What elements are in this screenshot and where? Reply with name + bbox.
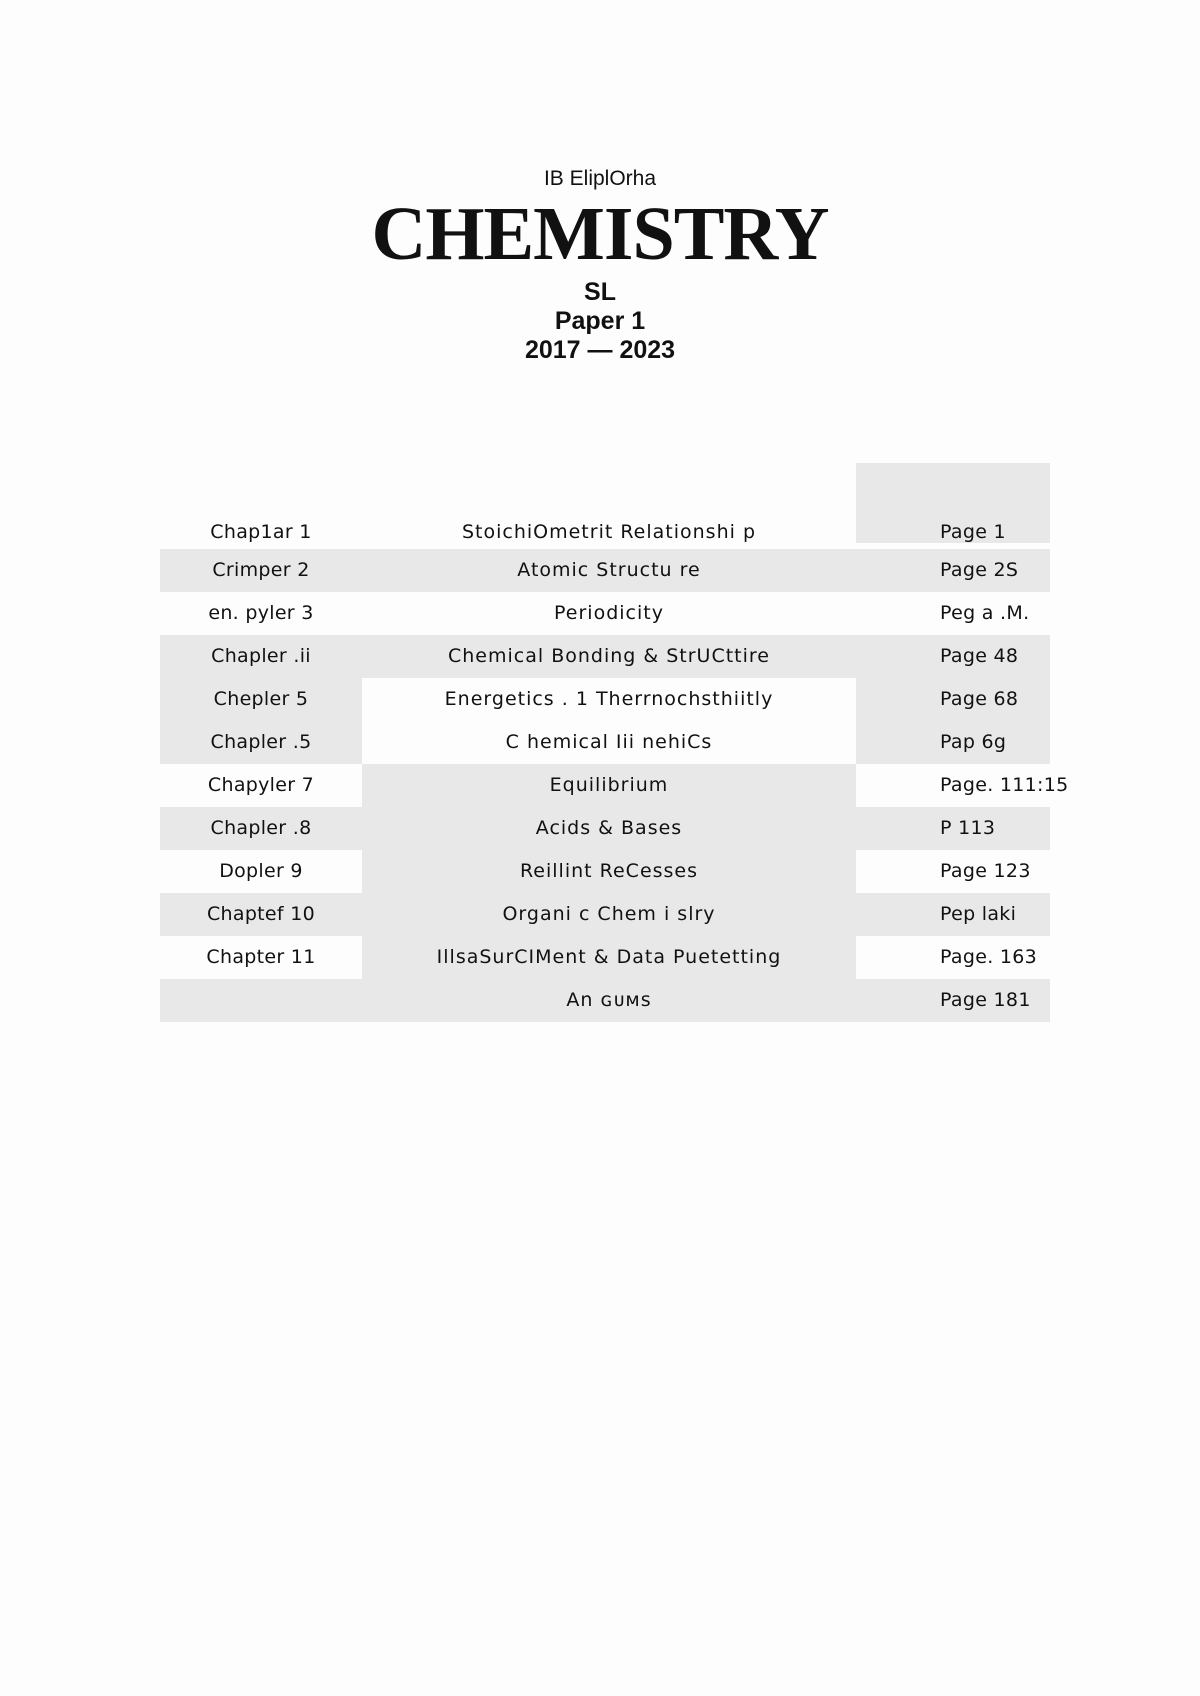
- toc-chapter-title: Acids & Bases: [362, 807, 856, 850]
- toc-chapter-label: Crimper 2: [160, 549, 362, 592]
- toc-row: [160, 764, 1069, 807]
- toc-row: [160, 549, 1050, 592]
- toc-row: [160, 850, 1050, 893]
- program-name: IB EliplOrha: [543, 167, 657, 190]
- toc-chapter-label: Chapter 11: [206, 946, 316, 968]
- level-label: SL: [584, 278, 616, 306]
- toc-chapter-label: Chapler .8: [160, 807, 362, 850]
- toc-page-number: Page 1: [940, 521, 1006, 543]
- subject-title: CHEMISTRY: [371, 192, 829, 276]
- toc-chapter-title: Periodicity: [554, 602, 664, 624]
- toc-chapter-title: StoichiOmetrit Relationshi p: [461, 521, 757, 543]
- toc-row: [160, 721, 1050, 764]
- paper-label: Paper 1: [554, 307, 646, 335]
- years-range: 2017 — 2023: [524, 336, 676, 364]
- toc-chapter-label: Chap1ar 1: [210, 521, 312, 543]
- toc-chapter-title: Organi c Chem i slry: [362, 893, 856, 936]
- toc-chapter-label: [160, 979, 362, 1022]
- toc-row: [160, 635, 1050, 678]
- toc-page-number: P 113: [856, 807, 1050, 850]
- toc-page-number: Page 2S: [856, 549, 1050, 592]
- toc-row: [160, 592, 1050, 635]
- toc-chapter-title: Atomic Structu re: [362, 549, 856, 592]
- toc-rows: [160, 515, 1069, 1022]
- toc-row: [160, 515, 1050, 549]
- toc-chapter-label: Dopler 9: [219, 860, 303, 882]
- toc-page-number: Page 68: [856, 678, 1050, 721]
- toc-page-number: Page 123: [940, 860, 1031, 882]
- toc-row: [160, 678, 1050, 721]
- toc-row: [160, 807, 1050, 850]
- toc-chapter-label: Chapler .ii: [160, 635, 362, 678]
- toc-chapter-label: Chapyler 7: [207, 774, 315, 796]
- toc-chapter-title: Chemical Bonding & StrUCttire: [362, 635, 856, 678]
- toc-row: [160, 979, 1050, 1022]
- toc-page-number: Pep laki: [856, 893, 1050, 936]
- toc-row: [160, 936, 1050, 979]
- toc-page-number: Peg a .M.: [940, 602, 1030, 624]
- toc-page-number: Page. 111:15: [940, 774, 1069, 796]
- toc-page-number: Page. 163: [940, 946, 1038, 968]
- toc-chapter-title: Reillint ReCesses: [362, 850, 856, 893]
- toc-page-number: Page 48: [856, 635, 1050, 678]
- toc-row: [160, 893, 1050, 936]
- toc-chapter-label: en. pyler 3: [208, 602, 314, 624]
- toc-page-number: Page 181: [856, 979, 1050, 1022]
- toc-chapter-title: An ɢᴜᴍs: [362, 979, 856, 1022]
- toc-page-number: Pap 6g: [856, 721, 1050, 764]
- toc-chapter-title: C hemical Iii nehiCs: [505, 731, 713, 753]
- toc-chapter-label: Chaptef 10: [160, 893, 362, 936]
- toc-chapter-title: Energetics . 1 Therrnochsthiitly: [444, 688, 774, 710]
- toc-chapter-title: Equilibrium: [362, 764, 856, 807]
- toc-chapter-title: IllsaSurCIMent & Data Puetetting: [362, 936, 856, 979]
- toc-chapter-label: Chapler .5: [160, 721, 362, 764]
- toc-chapter-label: Chepler 5: [160, 678, 362, 721]
